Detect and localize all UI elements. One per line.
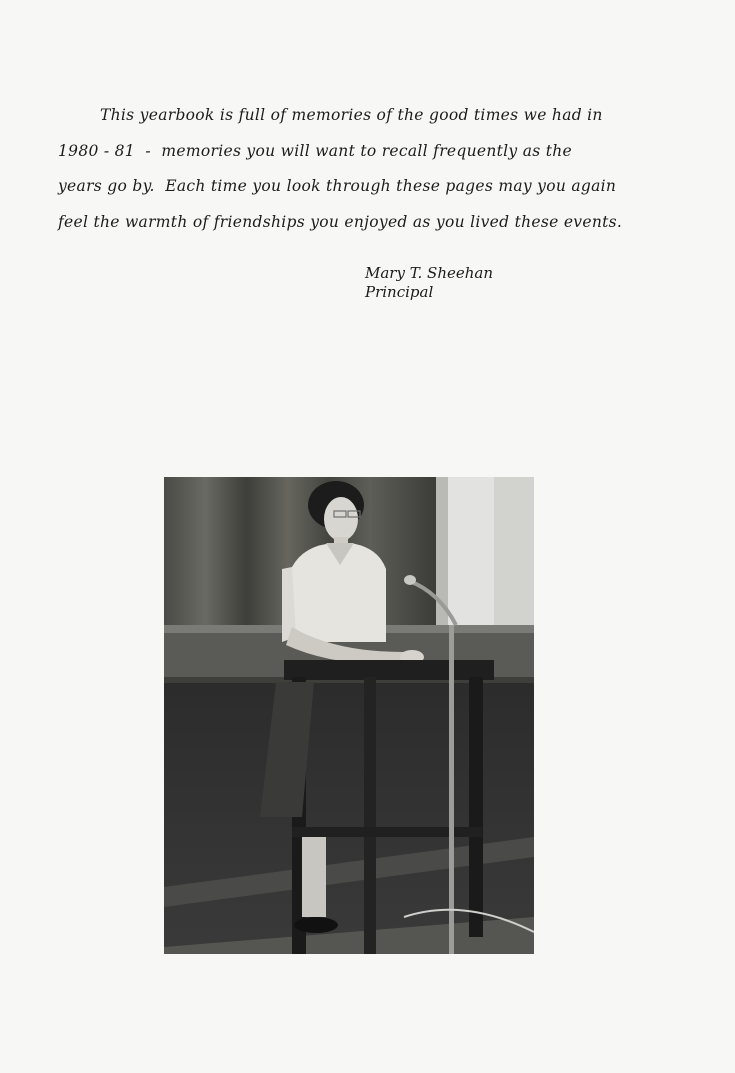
message-line-1: This yearbook is full of memories of the good times we had in xyxy=(100,106,603,124)
message-line-2: 1980 - 81 - memories you will want to recall frequently as the xyxy=(58,141,573,160)
signature-title: Principal xyxy=(365,283,434,301)
signature-block xyxy=(365,264,493,302)
message-line-4: feel the warmth of friendships you enjoyed as you lived these events. xyxy=(58,212,623,231)
signature-name: Mary T. Sheehan xyxy=(365,264,494,282)
message-line-3: years go by. Each time you look through these pages may you again xyxy=(58,177,617,195)
principal-photo xyxy=(164,477,534,954)
message-paragraph xyxy=(58,100,678,242)
